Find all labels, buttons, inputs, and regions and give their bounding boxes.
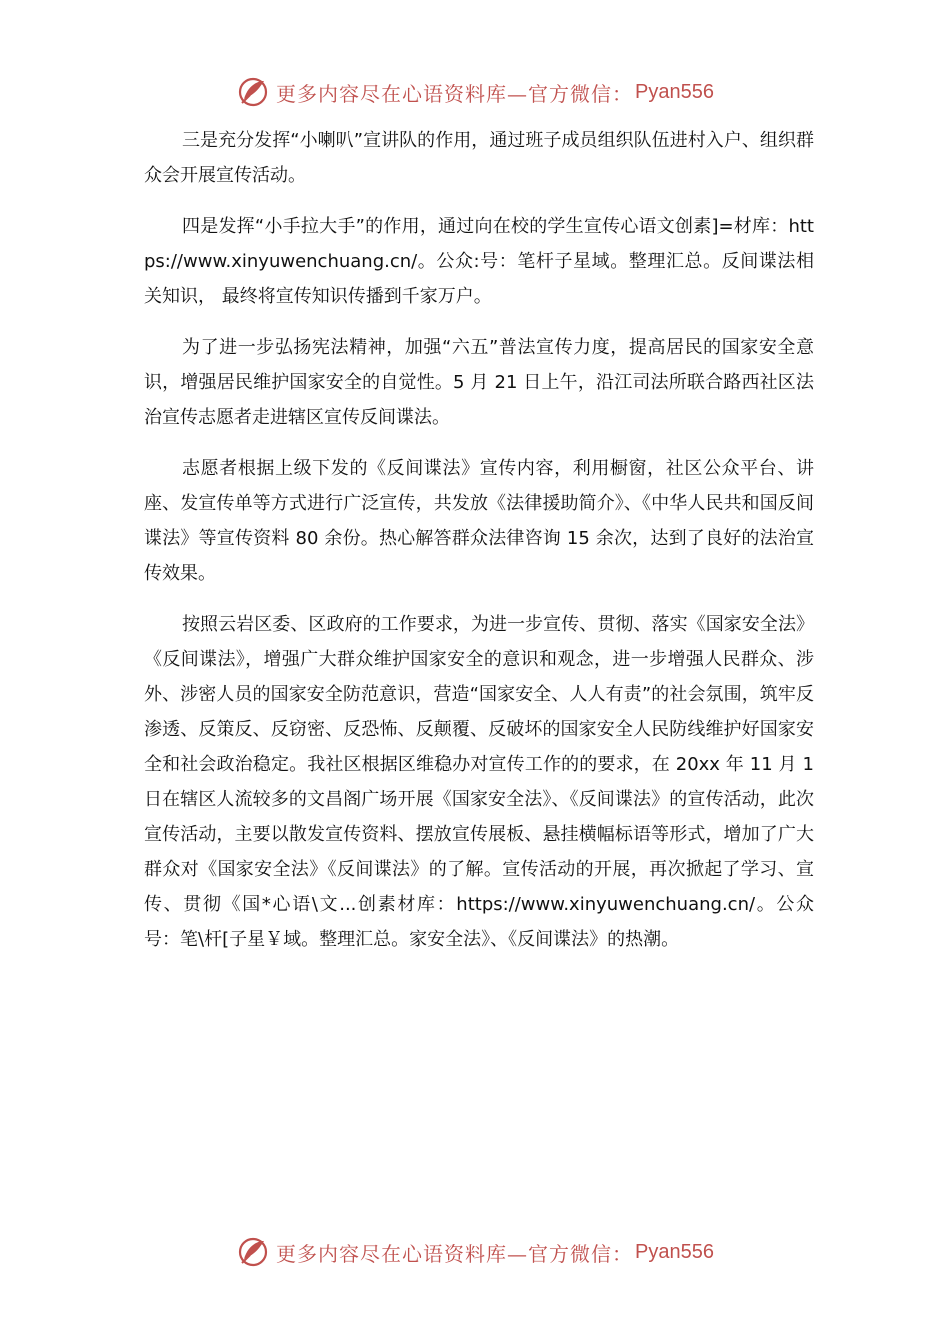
- paragraph-3: 为了进一步弘扬宪法精神，加强“六五”普法宣传力度，提高居民的国家安全意识，增强居民维护国家安全的自觉性。5 月 21 日上午，沿江司法所联合路西社区法治宣传志愿者走进辖区宣传反间谍法。: [144, 337, 814, 428]
- banner-wechat-id: Pyan556: [635, 80, 714, 103]
- banner-text: 更多内容尽在心语资料库—官方微信：: [276, 81, 634, 106]
- header-banner: [0, 72, 950, 112]
- document-body: [144, 123, 814, 973]
- banner-text: 更多内容尽在心语资料库—官方微信：: [276, 1241, 634, 1266]
- paragraph-1: 三是充分发挥“小喇叭”宣讲队的作用，通过班子成员组织队伍进村入户、组织群众会开展宣传活动。: [144, 130, 814, 186]
- paragraph-5: 按照云岩区委、区政府的工作要求，为进一步宣传、贯彻、落实《国家安全法》《反间谍法》，增强广大群众维护国家安全的意识和观念，进一步增强人民群众、涉外、涉密人员的国家安全防范意识，营造“国家安全、人人有责”的社会氛围，筑牢反渗透、反策反、反窃密、反恐怖、反颠覆、反破坏的国家安全人民防线维护好国家安全和社会政治稳定。我社区根据区维稳办对宣传工作的的要求，在 20xx 年 11 月 1 日在辖区人流较多的文昌阁广场开展《国家安全法》、《反间谍法》的宣传活动，此次宣传活动，主要以散发宣传资料、摆放宣传展板、悬挂横幅标语等形式，增加了广大群众对《国家安全法》《反间谍法》的了解。宣传活动的开展，再次掀起了学习、宣传、贯彻《国*心语\文...创素材库：https://www.xinyuwenchuang.cn/。公众号：笔\杆[子星￥域。整理汇总。家安全法》、《反间谍法》的热潮。: [144, 614, 814, 950]
- paragraph-4: 志愿者根据上级下发的《反间谍法》宣传内容，利用橱窗，社区公众平台、讲座、发宣传单等方式进行广泛宣传，共发放《法律援助简介》、《中华人民共和国反间谍法》等宣传资料 80 余份。热心解答群众法律咨询 15 余次，达到了良好的法治宣传效果。: [144, 458, 814, 584]
- quill-swirl-icon: [236, 75, 270, 109]
- quill-swirl-icon: [236, 1235, 270, 1269]
- paragraph-2: 四是发挥“小手拉大手”的作用，通过向在校的学生宣传心语文创素]=材库：https://www.xinyuwenchuang.cn/。公众:号：笔杆子星域。整理汇总。反间谍法相关知识， 最终将宣传知识传播到千家万户。: [144, 216, 814, 307]
- footer-banner: [0, 1232, 950, 1272]
- banner-wechat-id: Pyan556: [635, 1240, 714, 1263]
